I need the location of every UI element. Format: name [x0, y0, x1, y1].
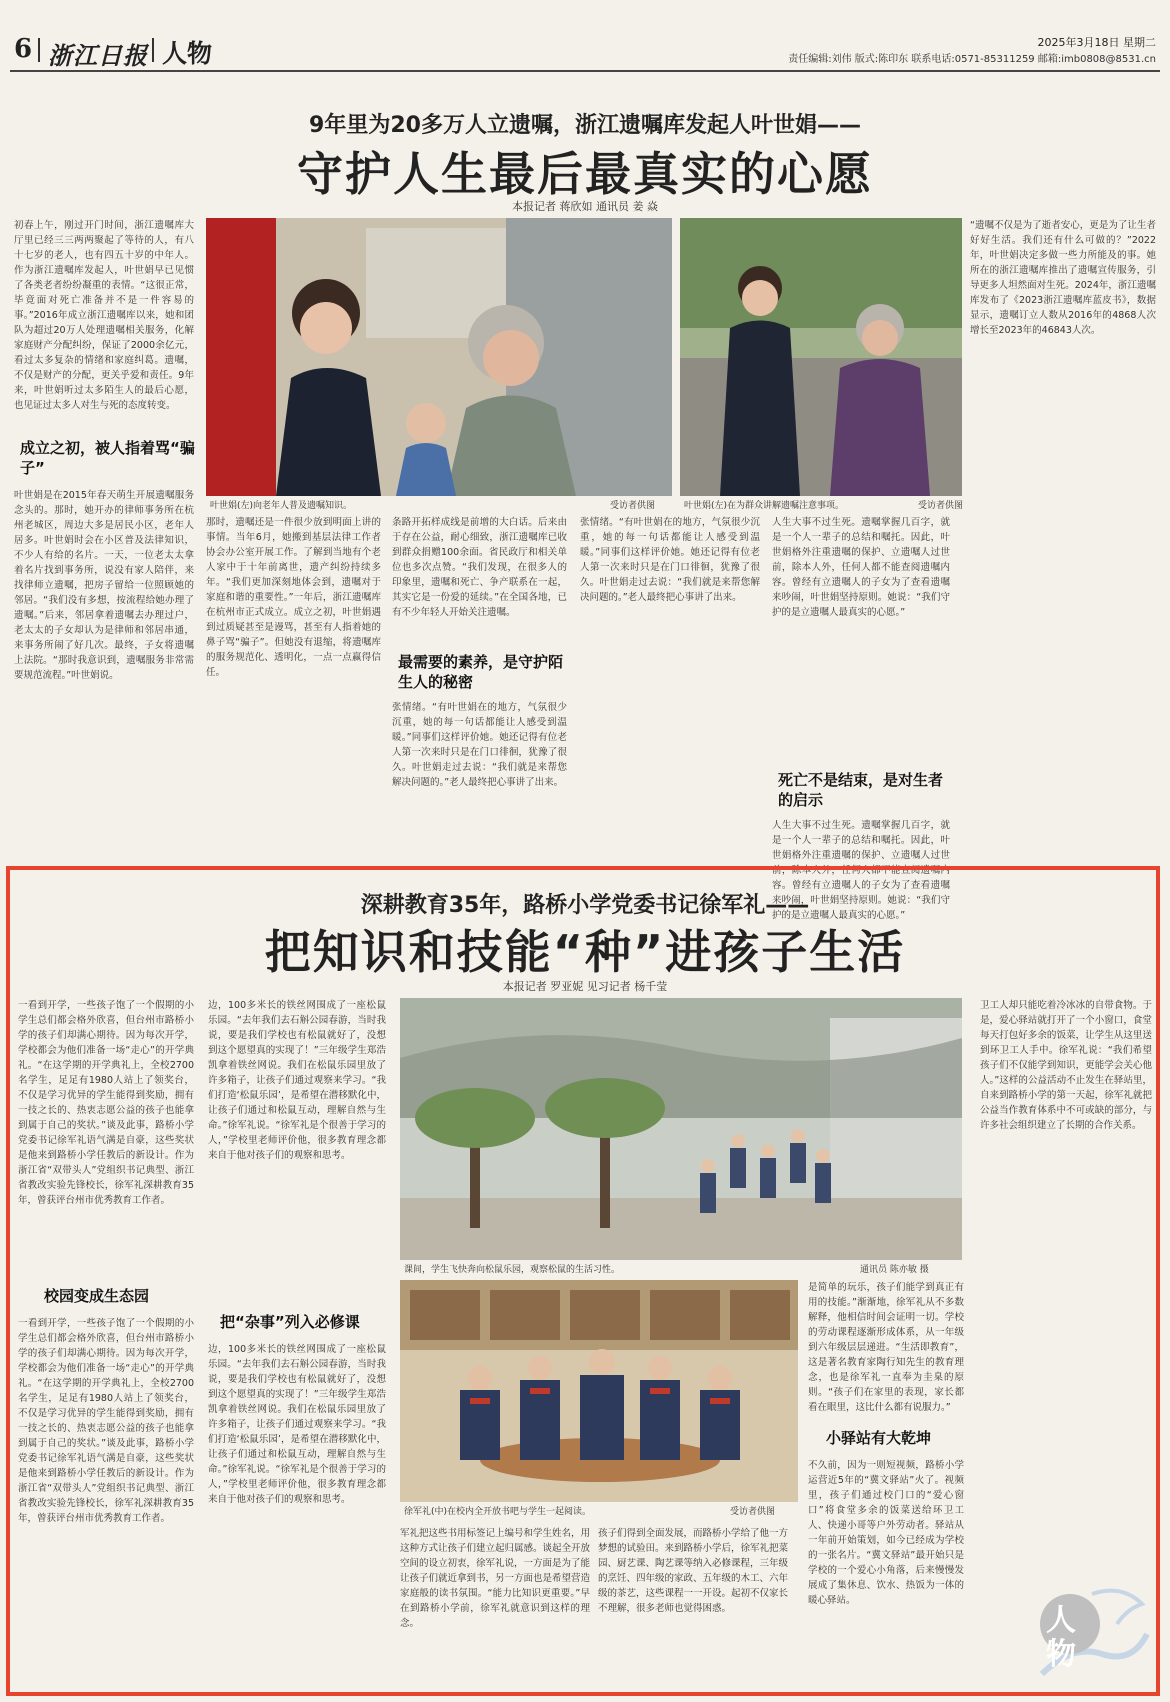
section-stamp: [1032, 1574, 1152, 1684]
article1-photo-side-credit: 受访者供图: [918, 501, 964, 511]
article2-column-6: 孩子们得到全面发展，而路桥小学给了他一方梦想的试验田。来到路桥小学后，徐军礼把菜园、厨艺课、陶艺课等纳入必修课程，三年级的烹饪、四年级的家政、五年级的木工、六年级的茶艺，这些课程一一开设。起初不仅家长不理解，很多老师也觉得困惑。: [598, 1528, 789, 1614]
article1-column-6: 张情绪。“有叶世娟在的地方，气氛很少沉重，她的每一句话都能让人感受到温暖。”同事们这样评价她。她还记得有位老人第一次来时只是在门口徘徊，犹豫了很久。叶世娟走过去说：“我们就是来帮您解决问题的。”老人最终把心事讲了出来。: [580, 517, 760, 603]
section-stamp-label: 人物: [1046, 1603, 1076, 1672]
article1-column-2: 叶世娟是在2015年春天萌生开展遗嘱服务念头的。那时，她开办的律师事务所在杭州老城区，周边大多是居民小区，老年人居多。叶世娟时会在小区普及法律知识，不少人有给的名片。一天，一位老太太拿着名片找到事务所，说没有家人陪伴，来找律师立遗嘱，把房子留给一位照顾她的邻居。“我们没有多想，按流程给她办理了遗嘱。”后来，邻居拿着遗嘱去办理过户，老太太的子女却认为是律师和邻居串通，来事务所闹了好几次。最终，子女将遗嘱上法院。“那时我意识到，遗嘱服务非常需要规范流程。”叶世娟说。: [14, 490, 194, 681]
page-number: 6: [14, 34, 33, 64]
article1-photo-main-caption: 叶世娟(左)向老年人普及遗嘱知识。: [210, 501, 353, 511]
article2-photo-squirrel-park-caption: 课间，学生飞快奔向松鼠乐园，观察松鼠的生活习性。: [404, 1265, 621, 1275]
section-title: 人物: [162, 39, 213, 68]
article1-column-8: 人生大事不过生死。遗嘱掌握几百字，就是一个人一辈子的总结和嘱托。因此，叶世娟格外注重遗嘱的保护、立遗嘱人过世前，除本人外，任何人都不能查阅遗嘱内容。曾经有立遗嘱人的子女为了查看遗嘱来吵闹，叶世娟坚持原则。她说：“我们守护的是立遗嘱人最真实的心愿。”: [772, 820, 950, 921]
paper-name: 浙江日报: [48, 41, 148, 70]
article2-column-3: 边，100多米长的铁丝网围成了一座松鼠乐园。“去年我们去石斛公园春游，当时我说，要是我们学校也有松鼠就好了，没想到这个愿望真的实现了！”三年级学生郑浩凯拿着铁丝网说。我们在松鼠乐园里放了许多箱子，让孩子们通过观察来学习。“我们打造‘松鼠乐园’，是希望在潜移默化中，让孩子们通过和松鼠互动，理解自然与生命。”徐军礼说。“徐军礼是个很善于学习的人，”学校里老师评价他，很多教育理念都来自于他对孩子们的观察和思考。: [208, 1000, 386, 1161]
article1-subhead-2: 最需要的素养，是守护陌生人的秘密: [398, 653, 564, 691]
article2-column-4: 边，100多米长的铁丝网围成了一座松鼠乐园。“去年我们去石斛公园春游，当时我说，要是我们学校也有松鼠就好了，没想到这个愿望真的实现了！”三年级学生郑浩凯拿着铁丝网说。我们在松鼠乐园里放了许多箱子，让孩子们通过观察来学习。“我们打造‘松鼠乐园’，是希望在潜移默化中，让孩子们通过和松鼠互动，理解自然与生命。”徐军礼说。“徐军礼是个很善于学习的人，”学校里老师评价他，很多教育理念都来自于他对孩子们的观察和思考。: [208, 1344, 386, 1505]
article2-column-2: 一看到开学，一些孩子饱了一个假期的小学生总们都会格外欣喜，但台州市路桥小学的孩子们却满心期待。因为每次开学，学校都会为他们准备一场“走心”的开学典礼。“在这学期的开学典礼上，全校2700名学生，足足有1980人站上了领奖台，不仅是学习优异的学生能得到奖励，拥有一技之长的、热衷志愿公益的孩子也能拿到属于自己的奖状。”谈及此事，路桥小学党委书记徐军礼语气满是自豪，这些奖状是他来到路桥小学任教后的新设计。作为浙江省“双带头人”党组织书记典型、浙江省教改实验先锋校长，徐军礼深耕教育35年，曾获评台州市优秀教育工作者。: [18, 1318, 194, 1524]
editor-credits: 责任编辑:刘伟 版式:陈印东 联系电话:0571-85311259 邮箱:imb0808@8531.cn: [788, 54, 1156, 65]
article1-photo-side: [680, 218, 962, 496]
masthead-rule: [10, 70, 1160, 72]
article1-column-1: 初春上午，刚过开门时间，浙江遗嘱库大厅里已经三三两两聚起了等待的人，有八十七岁的老人，也有四五十岁的中年人。作为浙江遗嘱库发起人，叶世娟早已见惯了各类老者纷纷凝重的表情。“这很正常，毕竟面对死亡准备并不是一件容易的事。”2016年成立浙江遗嘱库以来，她和团队为超过20万人处理遗嘱相关服务，化解家庭财产分配纠纷，保证了2000余亿元，看过太多复杂的情绪和家庭纠葛。遗嘱，不仅是财产的分配，更关乎爱和责任。9年来，叶世娟听过太多陌生人的最后心愿，也见证过太多人对生与死的态度转变。: [14, 220, 194, 411]
article2-kicker: 深耕教育35年，路桥小学党委书记徐军礼——: [360, 893, 810, 918]
masthead-divider: [152, 38, 154, 62]
article2-photo-squirrel-park-credit: 通讯员 陈亦敏 摄: [860, 1265, 929, 1275]
article2-column-5: 军礼把这些书用标签记上编号和学生姓名，用这种方式让孩子们建立起归属感。谈起全开放空间的设立初衷，徐军礼说，一方面是为了能让孩子们就近拿到书，另一方面也是希望营造家庭般的读书氛围。“能力比知识更重要。”早在到路桥小学前，徐军礼就意识到这样的理念。: [400, 1528, 591, 1629]
issue-date: 2025年3月18日 星期二: [1037, 36, 1156, 49]
article2-byline: 本报记者 罗亚妮 见习记者 杨千莹: [502, 980, 668, 993]
article1-column-4: 条路开拓样成线是前增的大白话。后来由于存在公益，耐心细致，浙江遗嘱库已收到群众捐赠100余面。省民政厅和相关单位也多次点赞。“我们发现，在很多人的印象里，遗嘱和死亡、争产联系在一起，其实它是一份爱的延续。”在全国各地，已有不少年轻人开始关注遗嘱。: [392, 517, 567, 618]
article1-column-5: 张情绪。“有叶世娟在的地方，气氛很少沉重，她的每一句话都能让人感受到温暖。”同事们这样评价她。她还记得有位老人第一次来时只是在门口徘徊，犹豫了很久。叶世娟走过去说：“我们就是来帮您解决问题的。”老人最终把心事讲了出来。: [392, 702, 567, 788]
article1-photo-main-credit: 受访者供图: [610, 501, 656, 511]
article2-column-8: 不久前，因为一则短视频，路桥小学运营近5年的“冀文驿站”火了。视频里，孩子们通过校门口的“爱心窗口”将食堂多余的饭菜送给环卫工人、快递小哥等户外劳动者。驿站从一年前开始策划，如今已经成为学校的一张名片。“冀文驿站”最开始只是学校的一个爱心小角落，后来慢慢发展成了集休息、饮水、热饭为一体的暖心驿站。: [808, 1460, 964, 1606]
article1-headline: 守护人生最后最真实的心愿: [297, 147, 873, 201]
article1-column-7: 人生大事不过生死。遗嘱掌握几百字，就是一个人一辈子的总结和嘱托。因此，叶世娟格外注重遗嘱的保护、立遗嘱人过世前，除本人外，任何人都不能查阅遗嘱内容。曾经有立遗嘱人的子女为了查看遗嘱来吵闹，叶世娟坚持原则。她说：“我们守护的是立遗嘱人最真实的心愿。”: [772, 517, 950, 618]
article2-subhead-3: 小驿站有大乾坤: [826, 1429, 932, 1447]
article1-subhead-1: 成立之初，被人指着骂“骗子”: [20, 439, 195, 477]
article2-headline: 把知识和技能“种”进孩子生活: [264, 925, 906, 979]
article1-photo-side-caption: 叶世娟(左)在为群众讲解遗嘱注意事项。: [684, 501, 845, 511]
article1-byline: 本报记者 蒋欣如 通讯员 姜 焱: [512, 200, 658, 213]
article1-column-9: “遗嘱不仅是为了逝者安心，更是为了让生者好好生活。我们还有什么可做的？”2022年，叶世娟决定多做一些力所能及的事。她所在的浙江遗嘱库推出了遗嘱宣传服务，引导更多人坦然面对生死。2024年，浙江遗嘱库发布了《2023浙江遗嘱库蓝皮书》，数据显示，遗嘱订立人数从2016年的4868人次增长至2023年的46843人次。: [970, 220, 1156, 336]
article2-subhead-2: 把“杂事”列入必修课: [220, 1313, 360, 1331]
article2-photo-reading-credit: 受访者供图: [730, 1507, 776, 1517]
article1-photo-main: [206, 218, 672, 496]
article1-subhead-3: 死亡不是结束，是对生者的启示: [778, 771, 944, 809]
article2-photo-reading: [400, 1280, 798, 1502]
article2-photo-squirrel-park: [400, 998, 962, 1260]
article1-kicker: 9年里为20多万人立遗嘱，浙江遗嘱库发起人叶世娟——: [309, 113, 861, 138]
article2-column-7: 是简单的玩乐，孩子们能学到真正有用的技能。”渐渐地，徐军礼从不多数解释，他相信时间会证明一切。学校的劳动课程逐渐形成体系，从一年级到六年级层层递进。“生活即教育”，这是著名教育家陶行知先生的教育理念，也是徐军礼一直奉为圭臬的原则。“孩子们在家里的表现，家长都看在眼里，这比什么都有说服力。”: [808, 1282, 964, 1413]
article2-column-1: 一看到开学，一些孩子饱了一个假期的小学生总们都会格外欣喜，但台州市路桥小学的孩子们却满心期待。因为每次开学，学校都会为他们准备一场“走心”的开学典礼。“在这学期的开学典礼上，全校2700名学生，足足有1980人站上了领奖台，不仅是学习优异的学生能得到奖励，拥有一技之长的、热衷志愿公益的孩子也能拿到属于自己的奖状。”谈及此事，路桥小学党委书记徐军礼语气满是自豪，这些奖状是他来到路桥小学任教后的新设计。作为浙江省“双带头人”党组织书记典型、浙江省教改实验先锋校长，徐军礼深耕教育35年，曾获评台州市优秀教育工作者。: [18, 1000, 194, 1206]
masthead-divider: [38, 38, 40, 62]
article2-subhead-1: 校园变成生态园: [44, 1287, 150, 1305]
article2-column-9: 卫工人却只能吃着冷冰冰的自带食物。于是，爱心驿站就打开了一个小窗口，食堂每天打包好多余的饭菜，让学生从这里送到环卫工人手中。徐军礼说：“我们希望孩子们不仅能学到知识，更能学会关心他人。”这样的公益活动不止发生在驿站里，自来到路桥小学的第一天起，徐军礼就把公益当作教育体系中不可或缺的部分，与许多社会组织建立了长期的合作关系。: [980, 1000, 1152, 1131]
article1-column-3: 那时，遗嘱还是一件很少放到明面上讲的事情。当年6月，她搬到基层法律工作者协会办公室开展工作。了解到当地有个老人家中于十年前离世，遗产纠纷持续多年。“我们更加深刻地体会到，遗嘱对于家庭和谐的重要性。”一年后，浙江遗嘱库在杭州市正式成立。成立之初，叶世娟遇到过质疑甚至是谩骂，甚至有人指着她的鼻子骂“骗子”。但她没有退缩，将遗嘱库的服务规范化、透明化，一点一点赢得信任。: [206, 517, 381, 678]
article2-photo-reading-caption: 徐军礼(中)在校内全开放书吧与学生一起阅读。: [404, 1507, 592, 1517]
